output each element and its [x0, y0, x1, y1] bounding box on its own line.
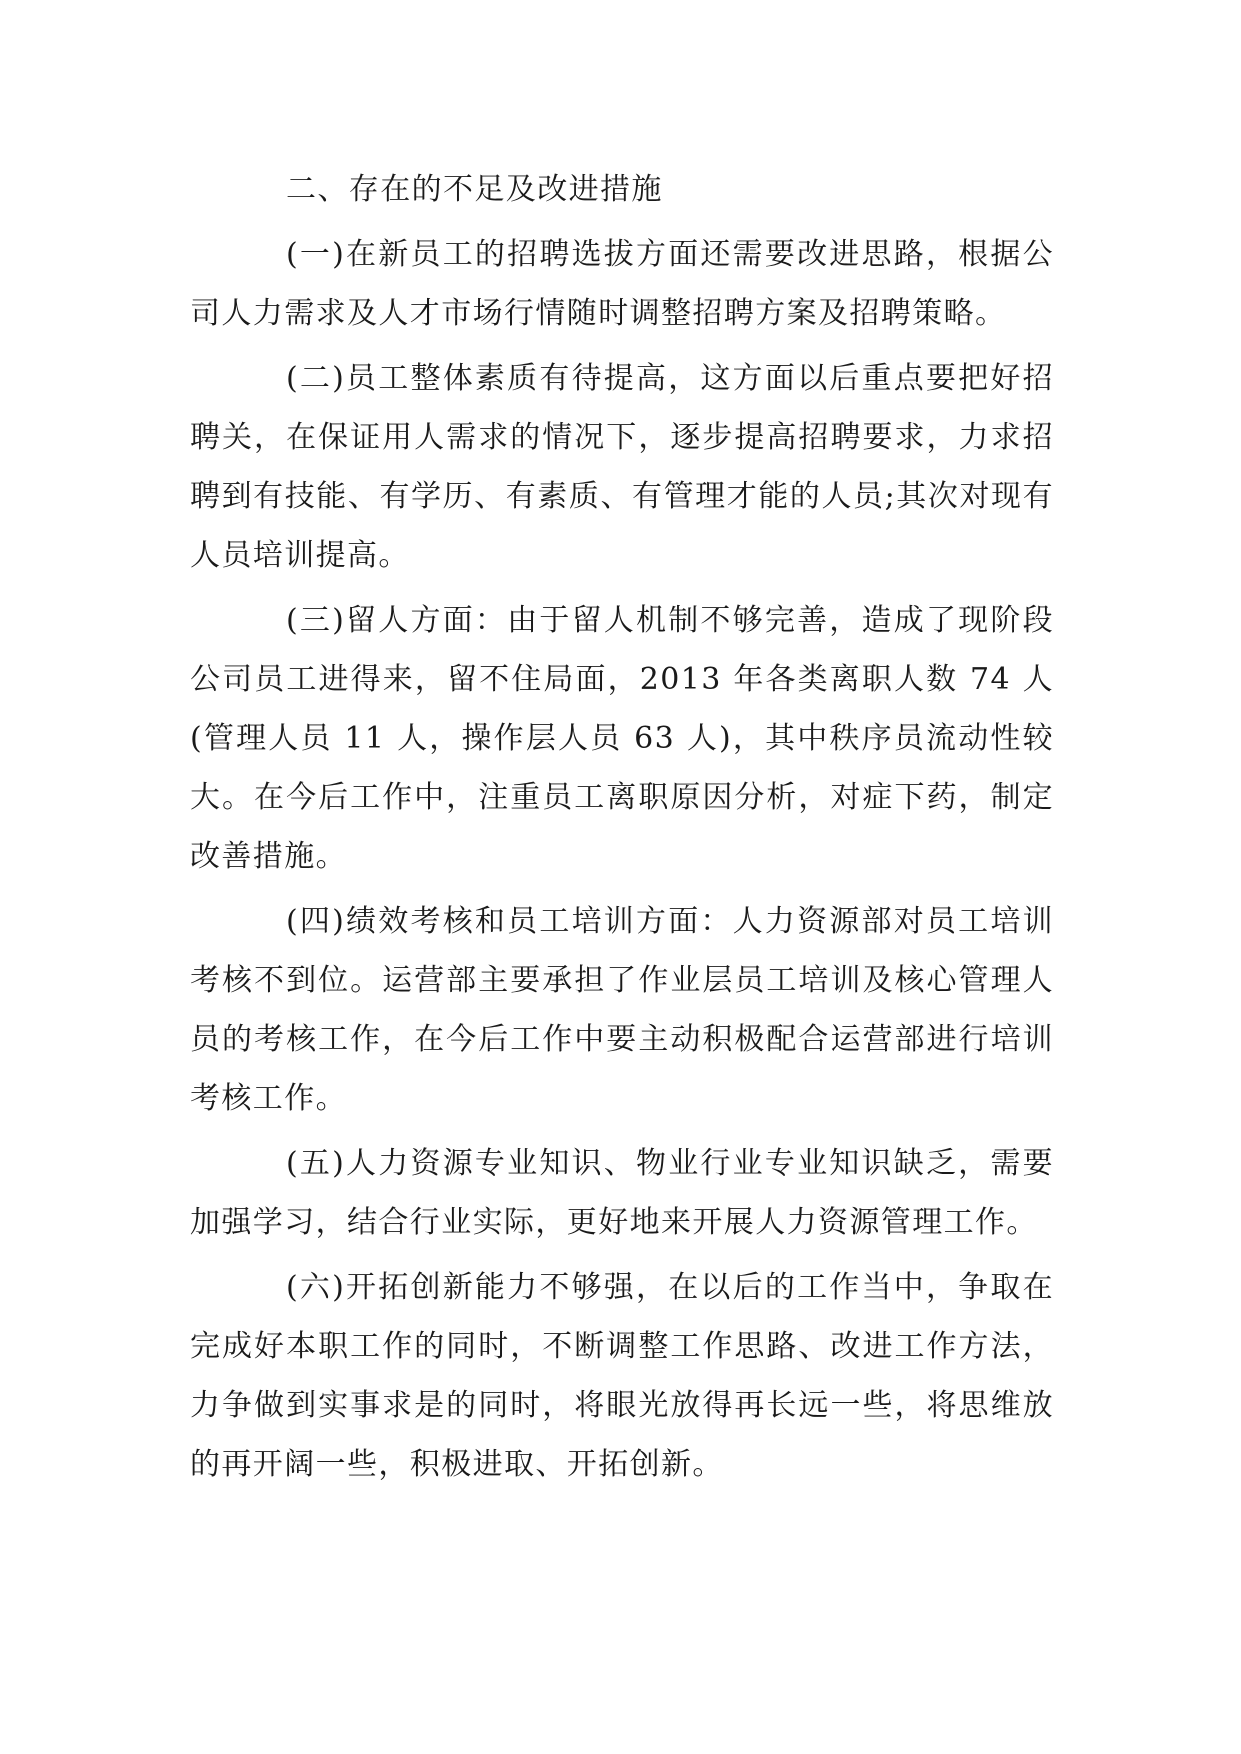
paragraph-2: (二)员工整体素质有待提高，这方面以后重点要把好招聘关，在保证用人需求的情况下，逐步提高招聘要求，力求招聘到有技能、有学历、有素质、有管理才能的人员;其次对现有人员培训提高。: [190, 361, 1054, 573]
paragraph-3: (三)留人方面：由于留人机制不够完善，造成了现阶段公司员工进得来，留不住局面，2013 年各类离职人数 74 人(管理人员 11 人，操作层人员 63 人)，其中秩序员流动性较大。在今后工作中，注重员工离职原因分析，对症下药，制定改善措施。: [190, 603, 1054, 874]
section-heading: 二、存在的不足及改进措施: [286, 172, 663, 207]
paragraph-5: (五)人力资源专业知识、物业行业专业知识缺乏，需要加强学习，结合行业实际，更好地来开展人力资源管理工作。: [190, 1146, 1054, 1240]
paragraph-6: (六)开拓创新能力不够强，在以后的工作当中，争取在完成好本职工作的同时，不断调整工作思路、改进工作方法，力争做到实事求是的同时，将眼光放得再长远一些，将思维放的再开阔一些，积极进取、开拓创新。: [190, 1270, 1054, 1482]
paragraph-4: (四)绩效考核和员工培训方面：人力资源部对员工培训考核不到位。运营部主要承担了作业层员工培训及核心管理人员的考核工作，在今后工作中要主动积极配合运营部进行培训考核工作。: [190, 904, 1054, 1116]
paragraph-1: (一)在新员工的招聘选拔方面还需要改进思路，根据公司人力需求及人才市场行情随时调整招聘方案及招聘策略。: [190, 237, 1054, 331]
document-body: [190, 160, 1054, 1500]
